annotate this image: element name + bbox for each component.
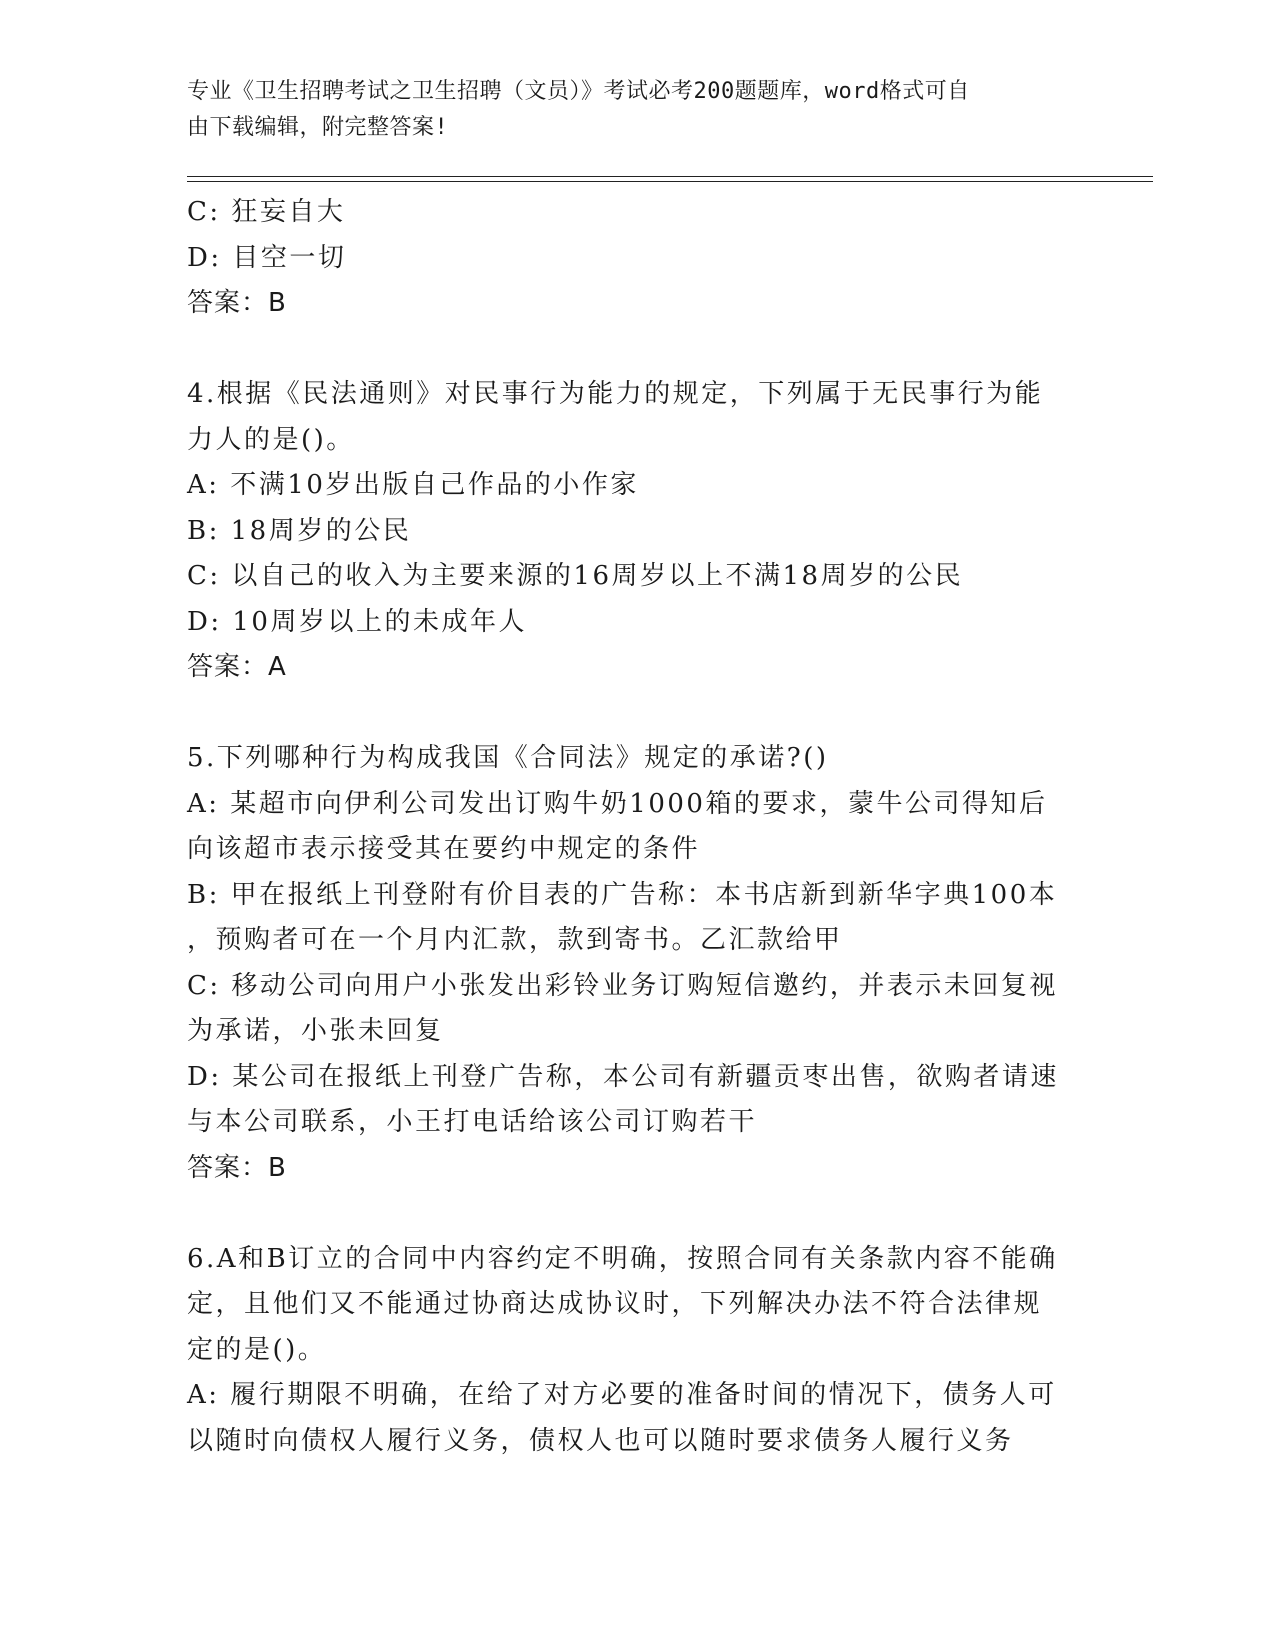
header-line-1: 专业《卫生招聘考试之卫生招聘（文员）》考试必考200题题库，word格式可自 [187,79,970,104]
q6-stem-line-2: 定，且他们又不能通过协商达成协议时，下列解决办法不符合法律规 [187,1289,1043,1319]
question-4 [187,372,1087,691]
spacer [187,691,1087,737]
q4-option-a: A: 不满10岁出版自己作品的小作家 [187,470,639,500]
q5-option-c-line-1: C: 移动公司向用户小张发出彩铃业务订购短信邀约，并表示未回复视 [187,970,1058,1001]
question-5 [187,736,1087,1191]
question-3-tail [187,190,1087,327]
q4-option-d: D: 10周岁以上的未成年人 [187,606,527,637]
spacer [187,327,1087,373]
q5-option-a-line-1: A: 某超市向伊利公司发出订购牛奶1000箱的要求，蒙牛公司得知后 [187,788,1048,819]
q6-option-a-line-1: A: 履行期限不明确，在给了对方必要的准备时间的情况下，债务人可 [187,1380,1057,1410]
q5-option-b-line-2: ，预购者可在一个月内汇款，款到寄书。乙汇款给甲 [187,925,843,955]
header-line-2: 由下载编辑，附完整答案! [187,115,449,140]
q5-option-b-line-1: B: 甲在报纸上刊登附有价目表的广告称：本书店新到新华字典100本 [187,879,1058,910]
q5-option-d-line-2: 与本公司联系，小王打电话给该公司订购若干 [187,1107,758,1137]
q4-option-b: B: 18周岁的公民 [187,515,412,546]
q6-stem-line-3: 定的是()。 [187,1334,327,1365]
q3-option-d: D: 目空一切 [187,242,347,273]
q6-stem-line-1: 6.A和B订立的合同中内容约定不明确，按照合同有关条款内容不能确 [187,1243,1058,1274]
spacer [187,1191,1087,1237]
question-6 [187,1237,1087,1465]
q4-option-c: C: 以自己的收入为主要来源的16周岁以上不满18周岁的公民 [187,561,964,591]
q3-answer: 答案：B [187,288,287,318]
document-body [187,190,1087,1464]
page-header [187,74,1067,146]
q6-option-a-line-2: 以随时向债权人履行义务，债权人也可以随时要求债务人履行义务 [187,1425,1014,1456]
header-rule-thin [187,181,1153,182]
header-rule-thick [187,176,1153,177]
q5-option-a-line-2: 向该超市表示接受其在要约中规定的条件 [187,834,701,864]
q5-option-c-line-2: 为承诺，小张未回复 [187,1016,444,1046]
q3-option-c: C: 狂妄自大 [187,197,346,227]
q4-stem-line-2: 力人的是()。 [187,424,355,455]
q4-answer: 答案：A [187,652,287,682]
q5-stem-line-1: 5.下列哪种行为构成我国《合同法》规定的承诺?() [187,743,829,773]
q5-answer: 答案：B [187,1152,287,1183]
q4-stem-line-1: 4.根据《民法通则》对民事行为能力的规定，下列属于无民事行为能 [187,379,1044,409]
q5-option-d-line-1: D: 某公司在报纸上刊登广告称，本公司有新疆贡枣出售，欲购者请速 [187,1061,1059,1092]
